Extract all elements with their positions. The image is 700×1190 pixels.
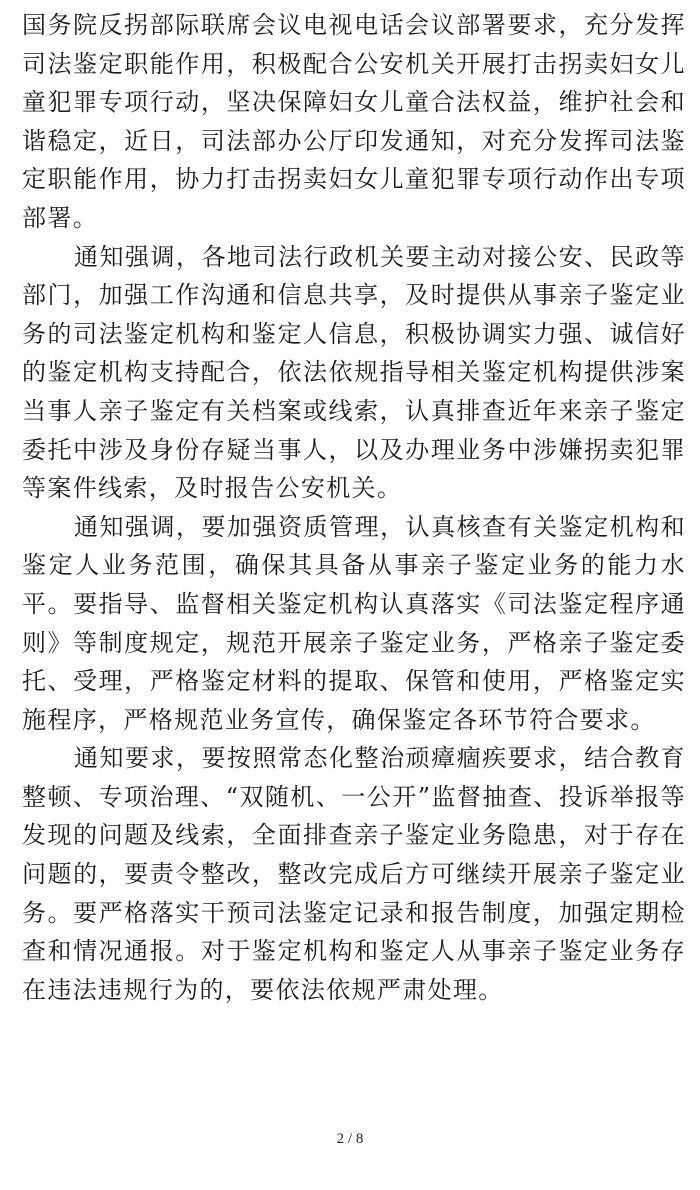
document-body	[22, 6, 686, 1009]
paragraph-2: 通知强调，各地司法行政机关要主动对接公安、民政等部门，加强工作沟通和信息共享，及时提供从事亲子鉴定业务的司法鉴定机构和鉴定人信息，积极协调实力强、诚信好的鉴定机构支持配合，依法依规指导相关鉴定机构提供涉案当事人亲子鉴定有关档案或线索，认真排查近年来亲子鉴定委托中涉及身份存疑当事人，以及办理业务中涉嫌拐卖犯罪等案件线索，及时报告公安机关。	[22, 242, 686, 503]
page-number: 2 / 8	[336, 1131, 364, 1147]
paragraph-4: 通知要求，要按照常态化整治顽瘴痼疾要求，结合教育整顿、专项治理、“双随机、一公开”监督抽查、投诉举报等发现的问题及线索，全面排查亲子鉴定业务隐患，对于存在问题的，要责令整改，整改完成后方可继续开展亲子鉴定业务。要严格落实干预司法鉴定记录和报告制度，加强定期检查和情况通报。对于鉴定机构和鉴定人从事亲子鉴定业务存在违法违规行为的，要依法依规严肃处理。	[22, 744, 686, 1004]
paragraph-1: 国务院反拐部际联席会议电视电话会议部署要求，充分发挥司法鉴定职能作用，积极配合公安机关开展打击拐卖妇女儿童犯罪专项行动，坚决保障妇女儿童合法权益，维护社会和谐稳定，近日，司法部办公厅印发通知，对充分发挥司法鉴定职能作用，协力打击拐卖妇女儿童犯罪专项行动作出专项部署。	[22, 11, 686, 232]
paragraph-3: 通知强调，要加强资质管理，认真核查有关鉴定机构和鉴定人业务范围，确保其具备从事亲子鉴定业务的能力水平。要指导、监督相关鉴定机构认真落实《司法鉴定程序通则》等制度规定，规范开展亲子鉴定业务，严格亲子鉴定委托、受理，严格鉴定材料的提取、保管和使用，严格鉴定实施程序，严格规范业务宣传，确保鉴定各环节符合要求。	[22, 512, 686, 734]
